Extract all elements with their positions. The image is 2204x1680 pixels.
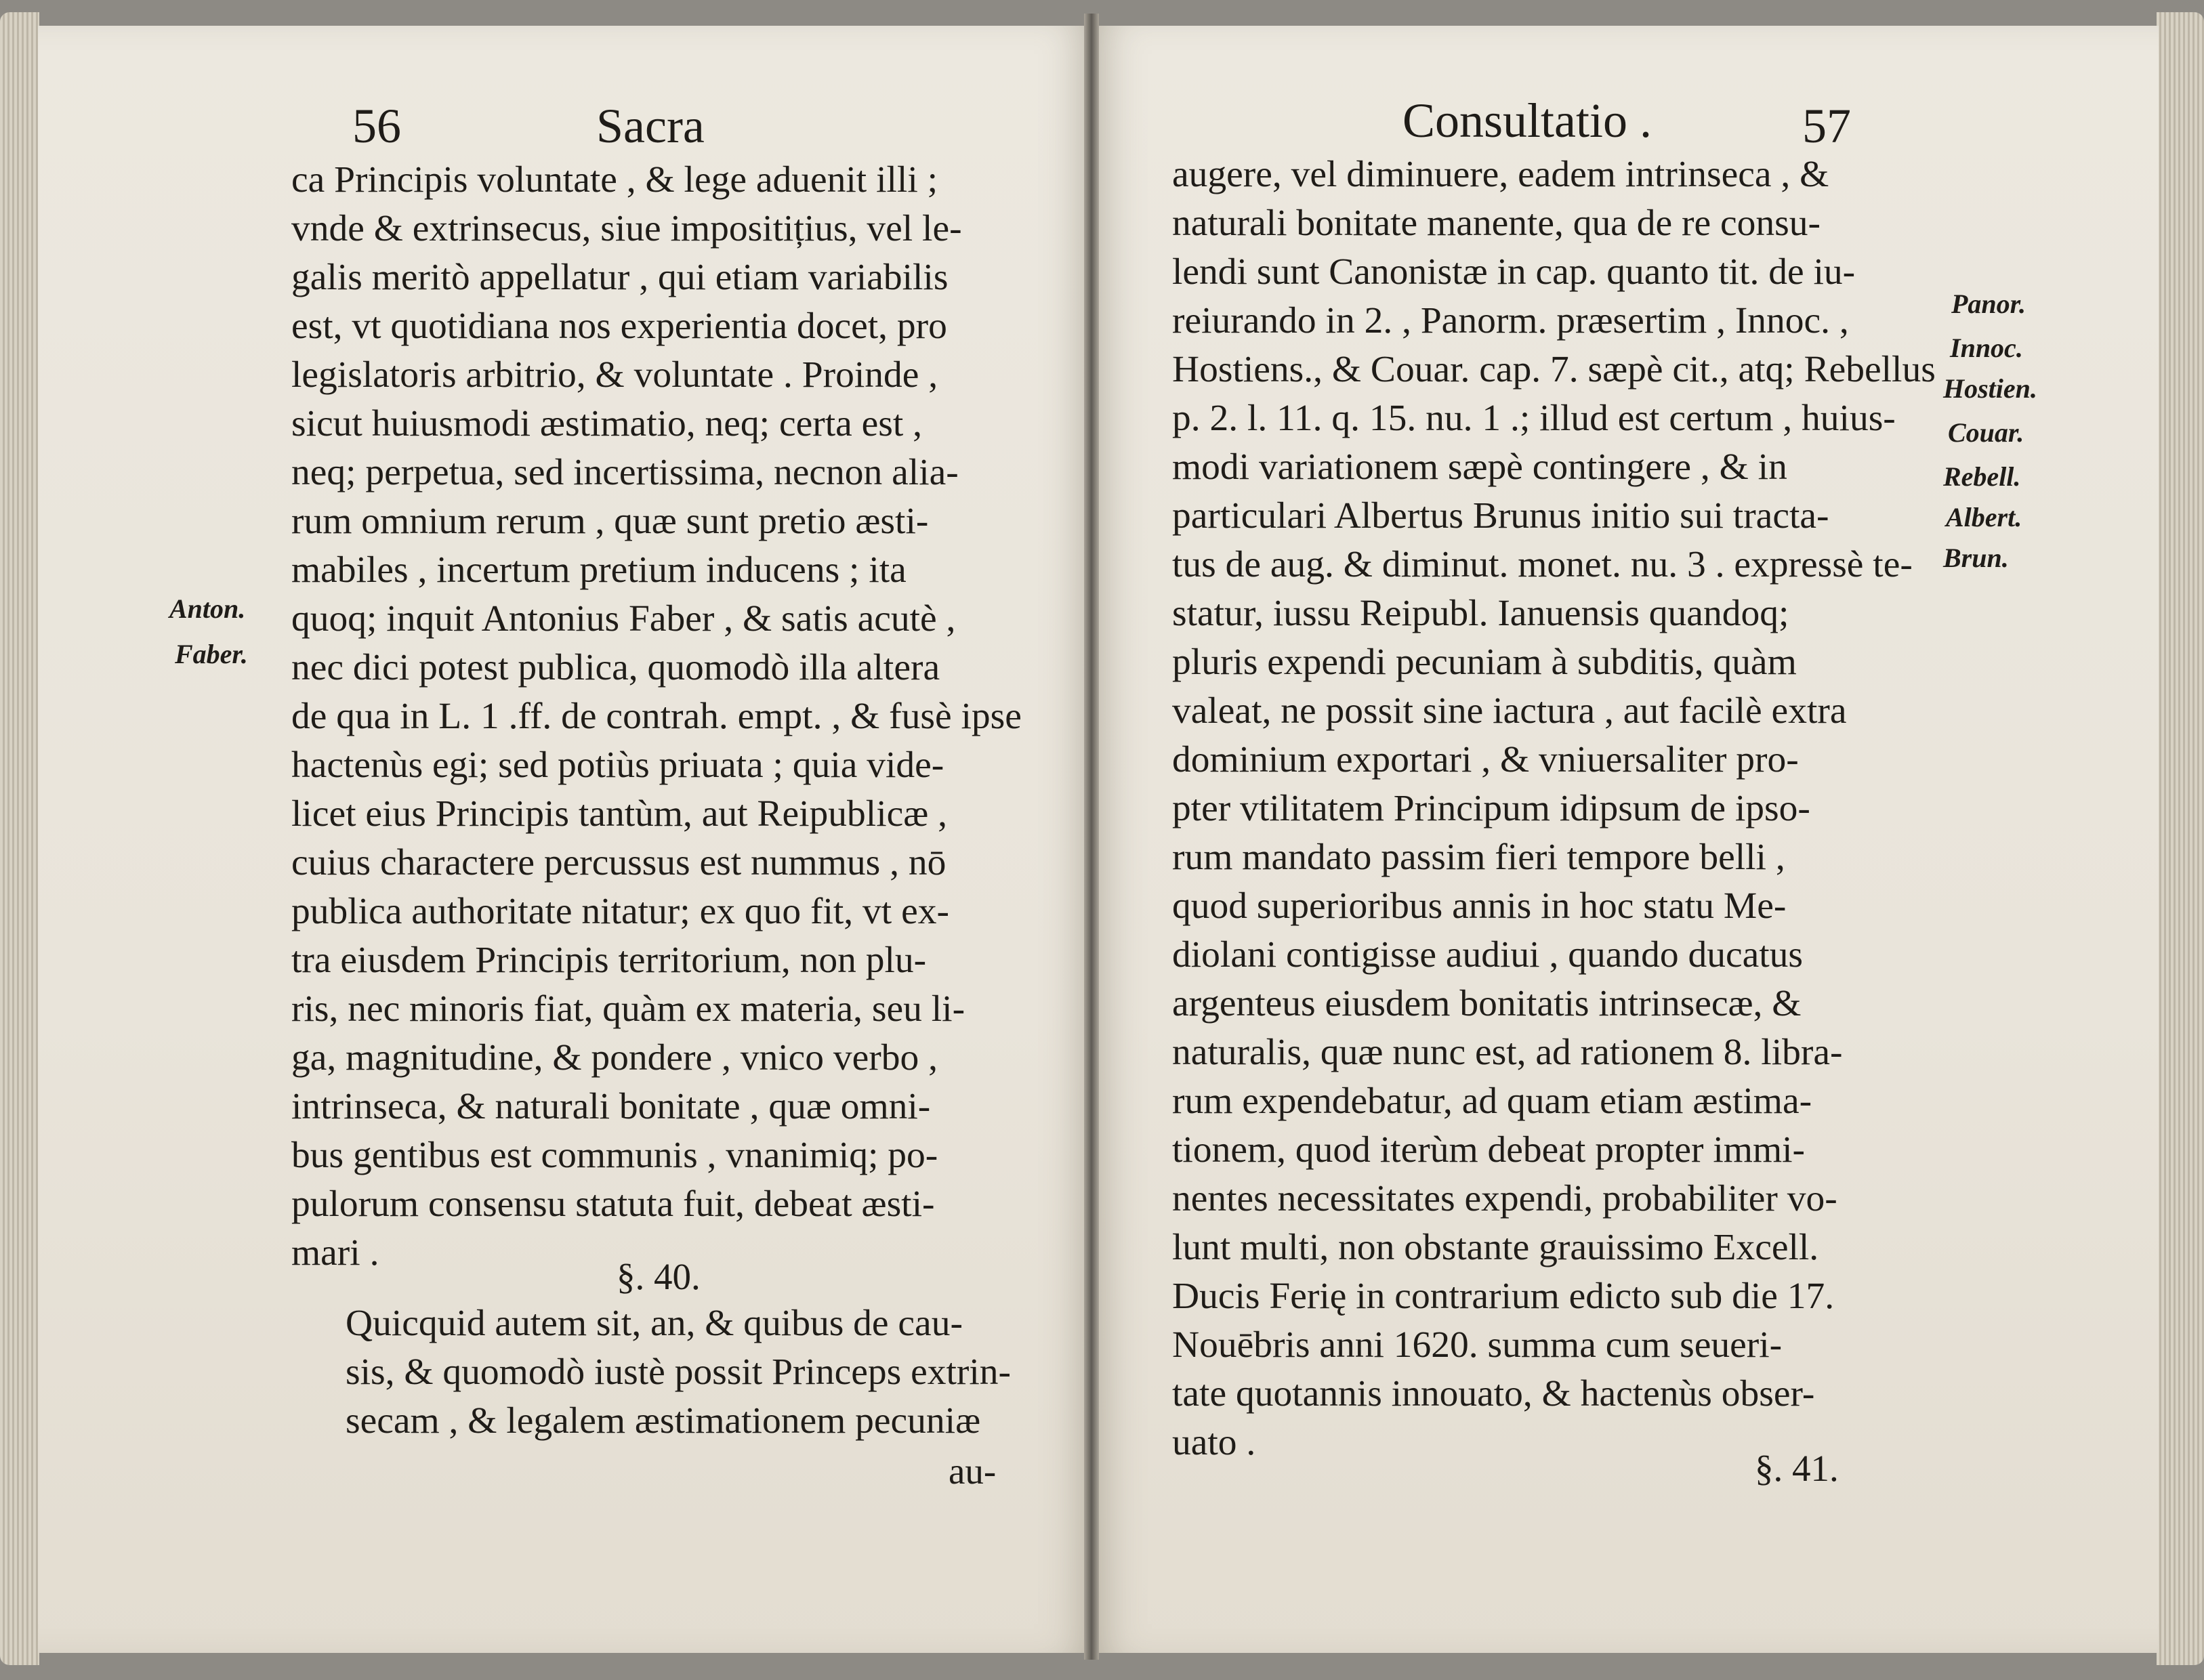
text-line: Quicquid autem sit, an, & quibus de cau- [346,1303,963,1344]
text-line: legislatoris arbitrio, & voluntate . Proinde , [291,354,938,396]
text-line: nentes necessitates expendi, probabiliter vo- [1172,1178,1837,1219]
text-line: pter vtilitatem Principum idipsum de ipso- [1172,788,1810,829]
text-line: hactenùs egi; sed potiùs priuata ; quia vide- [291,744,944,786]
text-line: Ducis Ferię in contrarium edicto sub die 17. [1172,1276,1835,1317]
text-line: vnde & extrinsecus, siue impositițius, vel le- [291,208,962,249]
text-line: publica authoritate nitatur; ex quo fit, vt ex- [291,891,949,932]
right-page-number: 57 [1802,99,1851,153]
left-catchword: au- [949,1450,997,1492]
text-line: Nouēbris anni 1620. summa cum seueri- [1172,1324,1783,1366]
text-line: uato . [1172,1422,1256,1463]
text-line: diolani contigisse audiui , quando ducatus [1172,934,1804,975]
margin-note: Panor. [1951,289,2026,319]
margin-note: Albert. [1946,502,2022,532]
text-line: mabiles , incertum pretium inducens ; ita [291,549,907,591]
right-section-mark: §. 41. [1755,1448,1839,1489]
text-line: p. 2. l. 11. q. 15. nu. 1 .; illud est certum , huius- [1172,398,1896,439]
text-line: sicut huiusmodi æstimatio, neq; certa est , [291,403,923,444]
text-line: secam , & legalem æstimationem pecuniæ [346,1400,981,1442]
text-line: bus gentibus est communis , vnanimiq; po- [291,1135,938,1176]
text-line: valeat, ne possit sine iactura , aut facilè extra [1172,690,1847,732]
text-line: rum omnium rerum , quæ sunt pretio æsti- [291,501,929,542]
left-section-text [346,1299,1011,1446]
margin-note-faber: Faber. [175,639,248,669]
text-line: argenteus eiusdem bonitatis intrinsecæ, & [1172,983,1802,1024]
text-line: quoq; inquit Antonius Faber , & satis acutè , [291,598,956,639]
text-line: pulorum consensu statuta fuit, debeat æsti- [291,1183,935,1225]
text-line: reiurando in 2. , Panorm. præsertim , Innoc. , [1172,300,1849,341]
left-section-mark: §. 40. [617,1256,701,1297]
book-gutter [1084,14,1099,1660]
margin-note: Brun. [1943,543,2009,573]
margin-note: Rebell. [1943,461,2021,492]
text-line: ca Principis voluntate , & lege aduenit illi ; [291,159,938,201]
text-line: modi variationem sæpè contingere , & in [1172,446,1787,488]
text-line: tus de aug. & diminut. monet. nu. 3 . expressè te- [1172,544,1913,585]
text-line: ga, magnitudine, & pondere , vnico verbo , [291,1037,938,1078]
text-line: naturalis, quæ nunc est, ad rationem 8. libra- [1172,1032,1843,1073]
text-line: naturali bonitate manente, qua de re consu- [1172,203,1821,244]
text-line: intrinseca, & naturali bonitate , quæ omni- [291,1086,931,1127]
text-line: dominium exportari , & vniuersaliter pro- [1172,739,1799,780]
margin-note-anton: Anton. [169,593,246,624]
text-line: tionem, quod iterùm debeat propter immi- [1172,1129,1806,1171]
margin-note: Hostien. [1943,373,2037,404]
text-line: Hostiens., & Couar. cap. 7. sæpè cit., atq; Rebellus [1172,349,1936,390]
text-line: galis meritò appellatur , qui etiam variabilis [291,257,949,298]
text-line: tra eiusdem Principis territorium, non plu- [291,940,927,981]
text-line: particulari Albertus Brunus initio sui tracta- [1172,495,1829,537]
margin-note: Innoc. [1950,333,2023,363]
text-line: rum mandato passim fieri tempore belli , [1172,837,1785,878]
text-line: sis, & quomodò iustè possit Princeps extrin- [346,1351,1012,1393]
book-edge-right [2157,12,2204,1665]
text-line: licet eius Principis tantùm, aut Reipublicæ , [291,793,948,835]
right-body-text [1172,150,1936,1467]
text-line: pluris expendi pecuniam à subditis, quàm [1172,642,1797,683]
left-page-number: 56 [352,99,401,153]
book-edge-left [0,12,39,1665]
text-line: lunt multi, non obstante grauissimo Excell. [1172,1227,1819,1268]
text-line: ris, nec minoris fiat, quàm ex materia, seu li- [291,988,965,1030]
left-running-title: Sacra [596,99,705,153]
right-running-title: Consultatio . [1402,93,1652,148]
margin-note: Couar. [1948,417,2024,448]
left-body-text [291,156,1022,1278]
text-line: est, vt quotidiana nos experientia docet, pro [291,306,947,347]
text-line: statur, iussu Reipubl. Ianuensis quandoq; [1172,593,1789,634]
text-line: cuius charactere percussus est nummus , nō [291,842,947,883]
text-line: augere, vel diminuere, eadem intrinseca , & [1172,154,1829,195]
text-line: quod superioribus annis in hoc statu Me- [1172,885,1787,927]
text-line: neq; perpetua, sed incertissima, necnon alia- [291,452,959,493]
text-line: mari . [291,1232,379,1274]
text-line: nec dici potest publica, quomodò illa altera [291,647,940,688]
text-line: rum expendebatur, ad quam etiam æstima- [1172,1080,1812,1122]
text-line: de qua in L. 1 .ff. de contrah. empt. , & fusè ipse [291,696,1022,737]
text-line: lendi sunt Canonistæ in cap. quanto tit. de iu- [1172,251,1856,293]
text-line: tate quotannis innouato, & hactenùs obser- [1172,1373,1815,1414]
